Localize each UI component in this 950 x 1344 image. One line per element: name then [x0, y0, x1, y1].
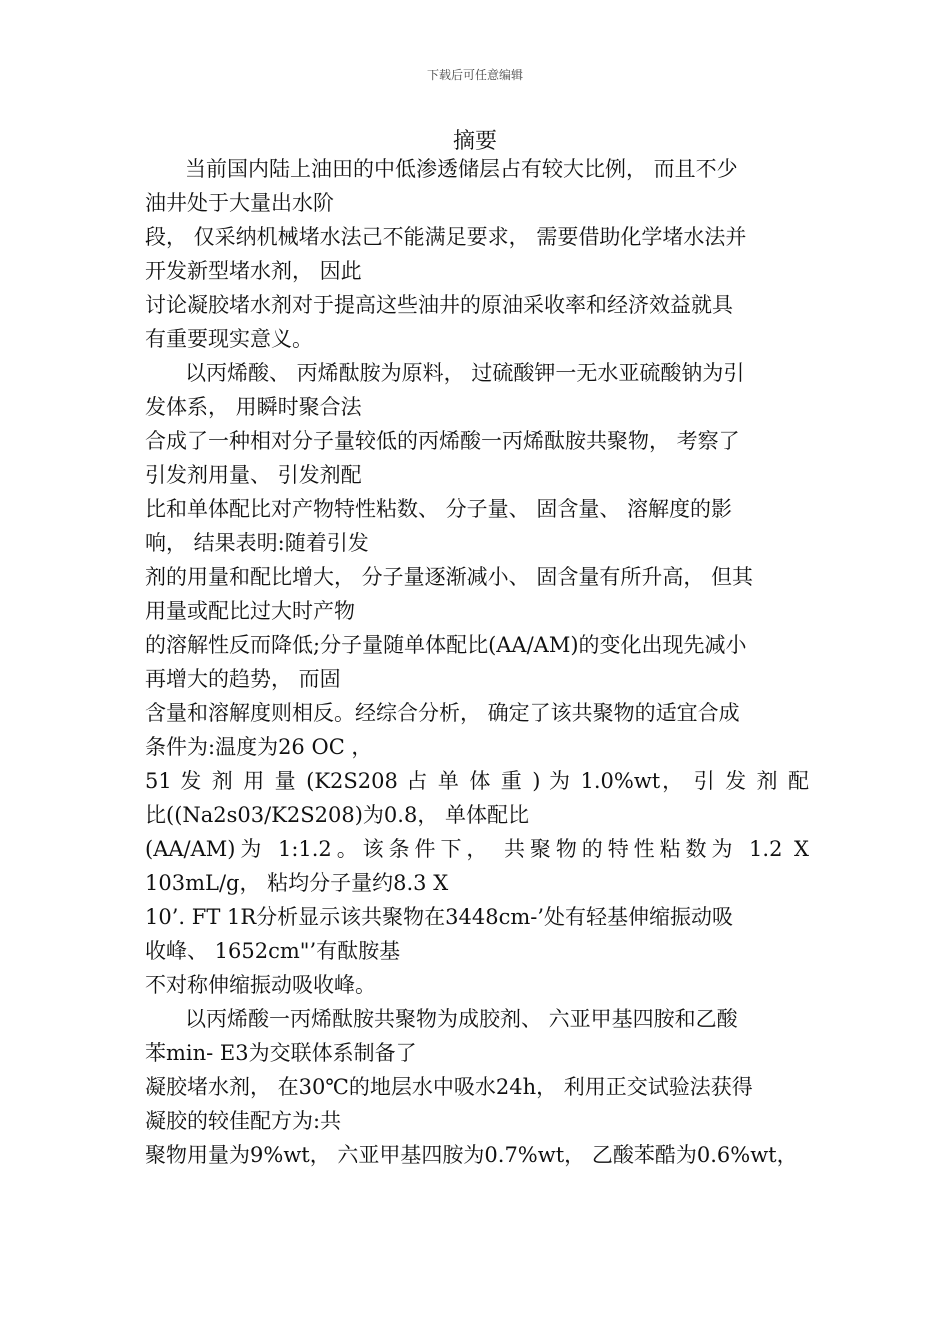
text-line: 的溶解性反而降低;分子量随单体配比(AA/AM)的变化出现先减小	[145, 633, 747, 657]
text-line: 条件为:温度为26 OC ，	[145, 735, 373, 759]
text-line: 开发新型堵水剂， 因此	[145, 259, 362, 283]
text-line: 油井处于大量出水阶	[145, 191, 334, 215]
text-line: 凝胶的较佳配方为:共	[145, 1109, 342, 1133]
text-line: 比((Na2s03/K2S208)为0.8， 单体配比	[145, 803, 529, 827]
text-line: 用量或配比过大时产物	[145, 599, 355, 623]
text-line: 剂的用量和配比增大， 分子量逐渐减小、 固含量有所升高， 但其	[145, 565, 754, 589]
text-line: 讨论凝胶堵水剂对于提高这些油井的原油采收率和经济效益就具	[145, 293, 733, 317]
text-line: 51 发 剂 用 量 (K2S208 占 单 体 重 ) 为 1.0%wt， 引 发 剂 配	[145, 769, 809, 793]
text-line: 响， 结果表明:随着引发	[145, 531, 369, 555]
text-line: 103mL/g， 粘均分子量约8.3 X	[145, 871, 449, 895]
text-line: 有重要现实意义。	[145, 327, 313, 351]
text-line: 不对称伸缩振动吸收峰。	[145, 973, 376, 997]
text-line: 以丙烯酸一丙烯酞胺共聚物为成胶剂、 六亚甲基四胺和乙酸	[185, 1007, 738, 1031]
text-line: 比和单体配比对产物特性粘数、 分子量、 固含量、 溶解度的影	[145, 497, 733, 521]
text-line: 含量和溶解度则相反。经综合分析， 确定了该共聚物的适宜合成	[145, 701, 740, 725]
text-line: 收峰、 1652cm"’有酞胺基	[145, 939, 401, 963]
text-line: 合成了一种相对分子量较低的丙烯酸一丙烯酞胺共聚物， 考察了	[145, 429, 740, 453]
text-line: 苯min- E3为交联体系制备了	[145, 1041, 417, 1065]
text-line: 以丙烯酸、 丙烯酞胺为原料， 过硫酸钾一无水亚硫酸钠为引	[185, 361, 745, 385]
text-line: 当前国内陆上油田的中低渗透储层占有较大比例， 而且不少	[185, 157, 738, 181]
text-line: 引发剂用量、 引发剂配	[145, 463, 362, 487]
text-line: 再增大的趋势， 而固	[145, 667, 341, 691]
text-line: 段， 仅采纳机械堵水法己不能满足要求， 需要借助化学堵水法并	[145, 225, 747, 249]
text-line: 发体系， 用瞬时聚合法	[145, 395, 362, 419]
document-body	[145, 152, 809, 1172]
text-line: 10’. FT 1R分析显示该共聚物在3448cm-’处有轻基伸缩振动吸	[145, 905, 734, 929]
text-line: (AA/AM)为 1:1.2。该条件下， 共聚物的特性粘数为 1.2 X	[145, 837, 809, 861]
document-title: 摘要	[452, 129, 497, 154]
text-line: 凝胶堵水剂， 在30℃的地层水中吸水24h， 利用正交试验法获得	[145, 1075, 753, 1099]
text-line: 聚物用量为9%wt， 六亚甲基四胺为0.7%wt， 乙酸苯酷为0.6%wt，	[145, 1143, 798, 1167]
page-header-note: 下载后可任意编辑	[426, 68, 523, 82]
